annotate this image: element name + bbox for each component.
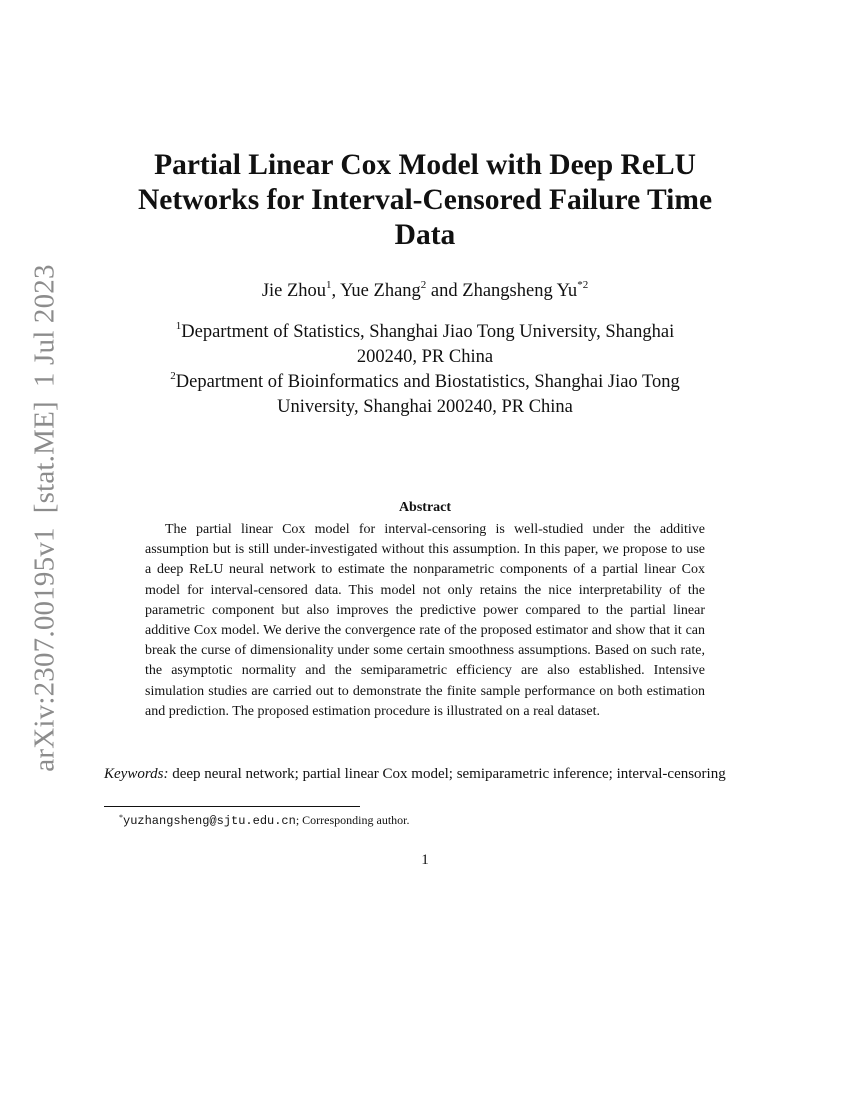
affiliation-1-cont: 200240, PR China: [356, 347, 494, 367]
arxiv-date: 1 Jul 2023: [28, 264, 61, 388]
page-number: 1: [421, 852, 429, 868]
keywords-label: Keywords:: [104, 766, 169, 782]
paper-title: [100, 148, 750, 253]
title-line-3: Data: [394, 219, 456, 251]
title-line-2: Networks for Interval-Censored Failure Time: [137, 184, 713, 216]
corresponding-email: yuzhangsheng@sjtu.edu.cn: [123, 814, 296, 828]
arxiv-stamp: [29, 264, 62, 771]
affiliation-mark: 1: [175, 319, 182, 332]
footnote-mark: *: [119, 813, 123, 822]
author-separator: and: [426, 281, 463, 301]
footnote-divider: [104, 806, 360, 807]
author-name: Yue Zhang: [340, 281, 421, 301]
author-list: [100, 279, 750, 303]
abstract-heading: Abstract: [398, 500, 452, 515]
author-affiliation-mark: *2: [577, 278, 589, 291]
affiliation-list: [100, 320, 750, 420]
affiliation-text: Department of Statistics, Shanghai Jiao Tong University, Shanghai: [181, 322, 675, 342]
footnote-text: ; Corresponding author.: [295, 813, 410, 827]
keywords-text: deep neural network; partial linear Cox model; semiparametric inference; interval-censoring: [172, 766, 726, 782]
arxiv-identifier: arXiv:2307.00195v1: [28, 527, 61, 772]
author-name: Zhangsheng Yu: [462, 281, 578, 301]
affiliation-1: [100, 320, 750, 345]
author-name: Jie Zhou: [261, 281, 327, 301]
author-affiliation-mark: 2: [420, 278, 427, 291]
footnote: [119, 812, 409, 830]
affiliation-text: Department of Bioinformatics and Biostatistics, Shanghai Jiao Tong: [175, 372, 680, 392]
author-affiliation-mark: 1: [326, 278, 332, 291]
author-separator: ,: [331, 281, 341, 301]
affiliation-2: [100, 370, 750, 395]
keywords: [104, 764, 746, 785]
abstract-text: The partial linear Cox model for interval-censoring is well-studied under the additive assumption but is still under-investigated without this assumption. In this paper, we propose to use a deep ReLU neural network to estimate the nonparametric components of a partial linear Cox model for interval-censored data. This model not only retains the nice interpretability of the parametric component but also improves the predictive power compared to the partial linear additive Cox model. We derive the convergence rate of the proposed estimator and show that it can break the curse of dimensionality under some certain smoothness assumptions. Based on such rate, the asymptotic normality and the semiparametric efficiency are also established. Intensive simulation studies are carried out to demonstrate the finite sample performance on both estimation and prediction. The proposed estimation procedure is illustrated on a real dataset.: [145, 522, 705, 719]
title-line-1: Partial Linear Cox Model with Deep ReLU: [154, 149, 696, 181]
arxiv-category: [stat.ME]: [28, 401, 61, 514]
affiliation-mark: 2: [170, 369, 176, 382]
affiliation-2-cont: University, Shanghai 200240, PR China: [277, 397, 573, 417]
